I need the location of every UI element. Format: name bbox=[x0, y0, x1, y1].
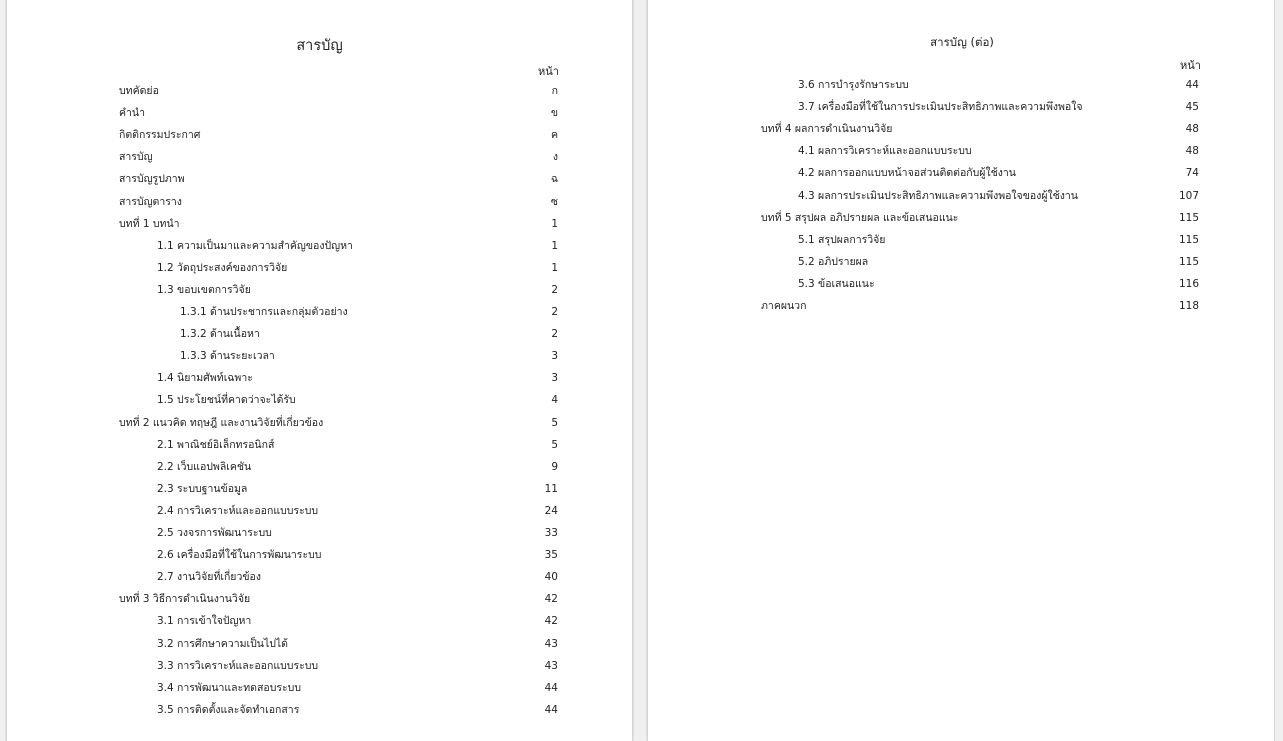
toc-entry-page-number: 43 bbox=[544, 659, 558, 672]
toc-entry-label: สารบัญรูปภาพ bbox=[119, 173, 185, 186]
toc-entry[interactable] bbox=[7, 281, 632, 299]
page-title: สารบัญ bbox=[296, 38, 343, 54]
toc-entry-page-number: ค bbox=[550, 129, 558, 142]
toc-entry[interactable] bbox=[7, 458, 632, 476]
toc-entry-page-number: 115 bbox=[1178, 255, 1199, 268]
toc-entry-page-number: 2 bbox=[551, 328, 558, 341]
page-number-header: หน้า bbox=[538, 65, 559, 78]
toc-entry-label: 1.3 ขอบเขตการวิจัย bbox=[157, 283, 251, 296]
toc-entry-label: บทที่ 2 แนวคิด ทฤษฎี และงานวิจัยที่เกี่ยวข้อง bbox=[119, 416, 324, 429]
toc-entry[interactable] bbox=[7, 568, 632, 586]
toc-entry-label: 3.2 การศึกษาความเป็นไปได้ bbox=[157, 637, 288, 650]
toc-entry-page-number: 118 bbox=[1178, 300, 1199, 312]
toc-entry-label: สารบัญตาราง bbox=[119, 195, 182, 208]
toc-entry-label: บทที่ 4 ผลการดำเนินงานวิจัย bbox=[761, 123, 893, 136]
toc-entry[interactable] bbox=[648, 275, 1274, 293]
page-2 bbox=[647, 0, 1275, 741]
toc-entry[interactable] bbox=[648, 76, 1274, 94]
toc-entry-page-number: 44 bbox=[544, 703, 558, 716]
page-number-header: หน้า bbox=[1180, 59, 1201, 72]
toc-entry-label: 1.5 ประโยชน์ที่คาดว่าจะได้รับ bbox=[157, 394, 296, 407]
toc-entry-label: 1.1 ความเป็นมาและความสำคัญของปัญหา bbox=[157, 239, 353, 252]
toc-entry[interactable] bbox=[7, 369, 632, 387]
toc-entry[interactable] bbox=[7, 502, 632, 520]
toc-entry-label: กิตติกรรมประกาศ bbox=[119, 129, 201, 142]
toc-entry-page-number: 43 bbox=[544, 637, 558, 650]
toc-entry-page-number: 2 bbox=[551, 283, 558, 296]
page-title-continued: สารบัญ (ต่อ) bbox=[930, 35, 994, 49]
toc-entry-page-number: 3 bbox=[551, 350, 558, 363]
toc-entry[interactable] bbox=[7, 82, 632, 100]
toc-entry[interactable] bbox=[7, 148, 632, 166]
toc-entry[interactable] bbox=[7, 193, 632, 211]
toc-entry-page-number: 44 bbox=[1185, 79, 1199, 91]
toc-entry-label: 5.1 สรุปผลการวิจัย bbox=[798, 233, 886, 246]
toc-entry[interactable] bbox=[7, 524, 632, 542]
toc-entry-label: 2.7 งานวิจัยที่เกี่ยวข้อง bbox=[157, 571, 261, 584]
toc-entry-page-number: 4 bbox=[551, 394, 558, 407]
toc-entry-label: 3.5 การติดตั้งและจัดทำเอกสาร bbox=[157, 703, 300, 716]
toc-entry-page-number: 5 bbox=[551, 416, 558, 429]
toc-entry-label: บทคัดย่อ bbox=[119, 85, 159, 97]
toc-entry-page-number: 5 bbox=[551, 438, 558, 451]
toc-entry-label: บทที่ 1 บทนำ bbox=[119, 217, 180, 230]
toc-entry[interactable] bbox=[7, 215, 632, 233]
toc-entry-label: สารบัญ bbox=[119, 151, 153, 164]
toc-entry[interactable] bbox=[7, 347, 632, 365]
toc-entry[interactable] bbox=[7, 237, 632, 255]
toc-entry[interactable] bbox=[7, 126, 632, 144]
toc-entry-label: 5.2 อภิปรายผล bbox=[798, 255, 869, 268]
toc-entry[interactable] bbox=[7, 657, 632, 675]
toc-entry-page-number: ฉ bbox=[550, 173, 558, 186]
toc-entry[interactable] bbox=[648, 253, 1274, 271]
toc-entry[interactable] bbox=[7, 414, 632, 432]
toc-entry-page-number: 116 bbox=[1178, 277, 1199, 290]
toc-entry[interactable] bbox=[7, 325, 632, 343]
toc-entry-label: 1.3.1 ด้านประชากรและกลุ่มตัวอย่าง bbox=[180, 306, 348, 318]
toc-entry-label: 2.2 เว็บแอปพลิเคชัน bbox=[157, 460, 252, 473]
toc-entry-label: บทที่ 5 สรุปผล อภิปรายผล และข้อเสนอแนะ bbox=[761, 211, 959, 224]
toc-entry-label: 2.6 เครื่องมือที่ใช้ในการพัฒนาระบบ bbox=[157, 549, 322, 562]
toc-entry-page-number: 74 bbox=[1185, 167, 1199, 180]
toc-entry-page-number: 3 bbox=[551, 372, 558, 385]
toc-entry-page-number: ซ bbox=[550, 195, 558, 208]
toc-entry-label: 3.6 การบำรุงรักษาระบบ bbox=[798, 79, 909, 91]
toc-entry[interactable] bbox=[7, 590, 632, 608]
toc-entry[interactable] bbox=[648, 142, 1274, 160]
toc-entry-page-number: 1 bbox=[551, 239, 558, 252]
toc-entry-label: 4.1 ผลการวิเคราะห์และออกแบบระบบ bbox=[798, 145, 972, 158]
toc-entry-page-number: 48 bbox=[1185, 145, 1199, 158]
toc-entry[interactable] bbox=[648, 209, 1274, 227]
toc-entry-page-number: ง bbox=[552, 151, 558, 164]
toc-entry[interactable] bbox=[7, 635, 632, 653]
page-1 bbox=[6, 0, 633, 741]
toc-entry-page-number: ข bbox=[550, 107, 558, 120]
toc-entry-page-number: 33 bbox=[544, 527, 558, 539]
toc-entry[interactable] bbox=[7, 259, 632, 277]
toc-entry-page-number: 24 bbox=[544, 504, 558, 517]
toc-entry-page-number: 9 bbox=[551, 460, 558, 473]
toc-entry-page-number: 40 bbox=[544, 571, 558, 584]
toc-entry[interactable] bbox=[7, 546, 632, 564]
toc-entry-label: 1.2 วัตถุประสงค์ของการวิจัย bbox=[157, 261, 288, 274]
toc-entry[interactable] bbox=[7, 303, 632, 321]
toc-entry[interactable] bbox=[7, 679, 632, 697]
toc-entry[interactable] bbox=[7, 480, 632, 498]
toc-entry-label: 3.4 การพัฒนาและทดสอบระบบ bbox=[157, 681, 301, 694]
toc-entry[interactable] bbox=[7, 701, 632, 719]
toc-entry-page-number: 115 bbox=[1178, 211, 1199, 224]
toc-entry[interactable] bbox=[648, 297, 1274, 315]
toc-entry-page-number: 107 bbox=[1178, 189, 1199, 202]
toc-entry-label: 3.1 การเข้าใจปัญหา bbox=[157, 615, 252, 628]
toc-entry[interactable] bbox=[648, 187, 1274, 205]
toc-entry-page-number: 115 bbox=[1178, 233, 1199, 246]
toc-entry-label: 4.3 ผลการประเมินประสิทธิภาพและความพึงพอใจของผู้ใช้งาน bbox=[798, 189, 1078, 202]
toc-entry-label: 2.5 วงจรการพัฒนาระบบ bbox=[157, 527, 272, 539]
toc-entry-label: 3.7 เครื่องมือที่ใช้ในการประเมินประสิทธิภาพและความพึงพอใจ bbox=[798, 101, 1083, 114]
toc-entry-page-number: 1 bbox=[551, 261, 558, 274]
toc-entry[interactable] bbox=[648, 120, 1274, 138]
toc-entry-page-number: ก bbox=[551, 85, 558, 97]
toc-entry-label: บทที่ 3 วิธีการดำเนินงานวิจัย bbox=[119, 593, 251, 606]
toc-entry-page-number: 45 bbox=[1185, 101, 1199, 114]
toc-entry-label: 2.4 การวิเคราะห์และออกแบบระบบ bbox=[157, 504, 319, 517]
toc-entry-label: 4.2 ผลการออกแบบหน้าจอส่วนติดต่อกับผู้ใช้งาน bbox=[798, 167, 1016, 180]
toc-entry-label: 1.3.3 ด้านระยะเวลา bbox=[180, 350, 275, 363]
toc-entry[interactable] bbox=[7, 391, 632, 409]
toc-entry-label: 3.3 การวิเคราะห์และออกแบบระบบ bbox=[157, 659, 319, 672]
toc-entry-page-number: 42 bbox=[544, 615, 558, 628]
toc-entry-page-number: 2 bbox=[551, 306, 558, 318]
toc-entry-label: 1.4 นิยามศัพท์เฉพาะ bbox=[157, 372, 253, 385]
toc-entry-label: 2.3 ระบบฐานข้อมูล bbox=[157, 482, 248, 495]
toc-entry-page-number: 42 bbox=[544, 593, 558, 606]
toc-entry-page-number: 35 bbox=[544, 549, 558, 562]
toc-entry[interactable] bbox=[648, 164, 1274, 182]
toc-entry-label: 2.1 พาณิชย์อิเล็กทรอนิกส์ bbox=[157, 438, 275, 451]
toc-entry[interactable] bbox=[648, 231, 1274, 249]
scrollbar[interactable] bbox=[1275, 0, 1283, 741]
toc-entry[interactable] bbox=[648, 98, 1274, 116]
toc-entry-label: คำนำ bbox=[119, 107, 145, 120]
toc-entry-label: 1.3.2 ด้านเนื้อหา bbox=[180, 328, 260, 341]
toc-entry[interactable] bbox=[7, 436, 632, 454]
toc-entry-label: 5.3 ข้อเสนอแนะ bbox=[798, 277, 875, 290]
toc-entry[interactable] bbox=[7, 104, 632, 122]
toc-entry-page-number: 44 bbox=[544, 681, 558, 694]
toc-entry-page-number: 11 bbox=[544, 482, 558, 495]
toc-entry[interactable] bbox=[7, 170, 632, 188]
toc-entry-label: ภาคผนวก bbox=[761, 300, 807, 312]
toc-entry-page-number: 48 bbox=[1185, 123, 1199, 136]
toc-entry[interactable] bbox=[7, 612, 632, 630]
toc-entry-page-number: 1 bbox=[551, 217, 558, 230]
